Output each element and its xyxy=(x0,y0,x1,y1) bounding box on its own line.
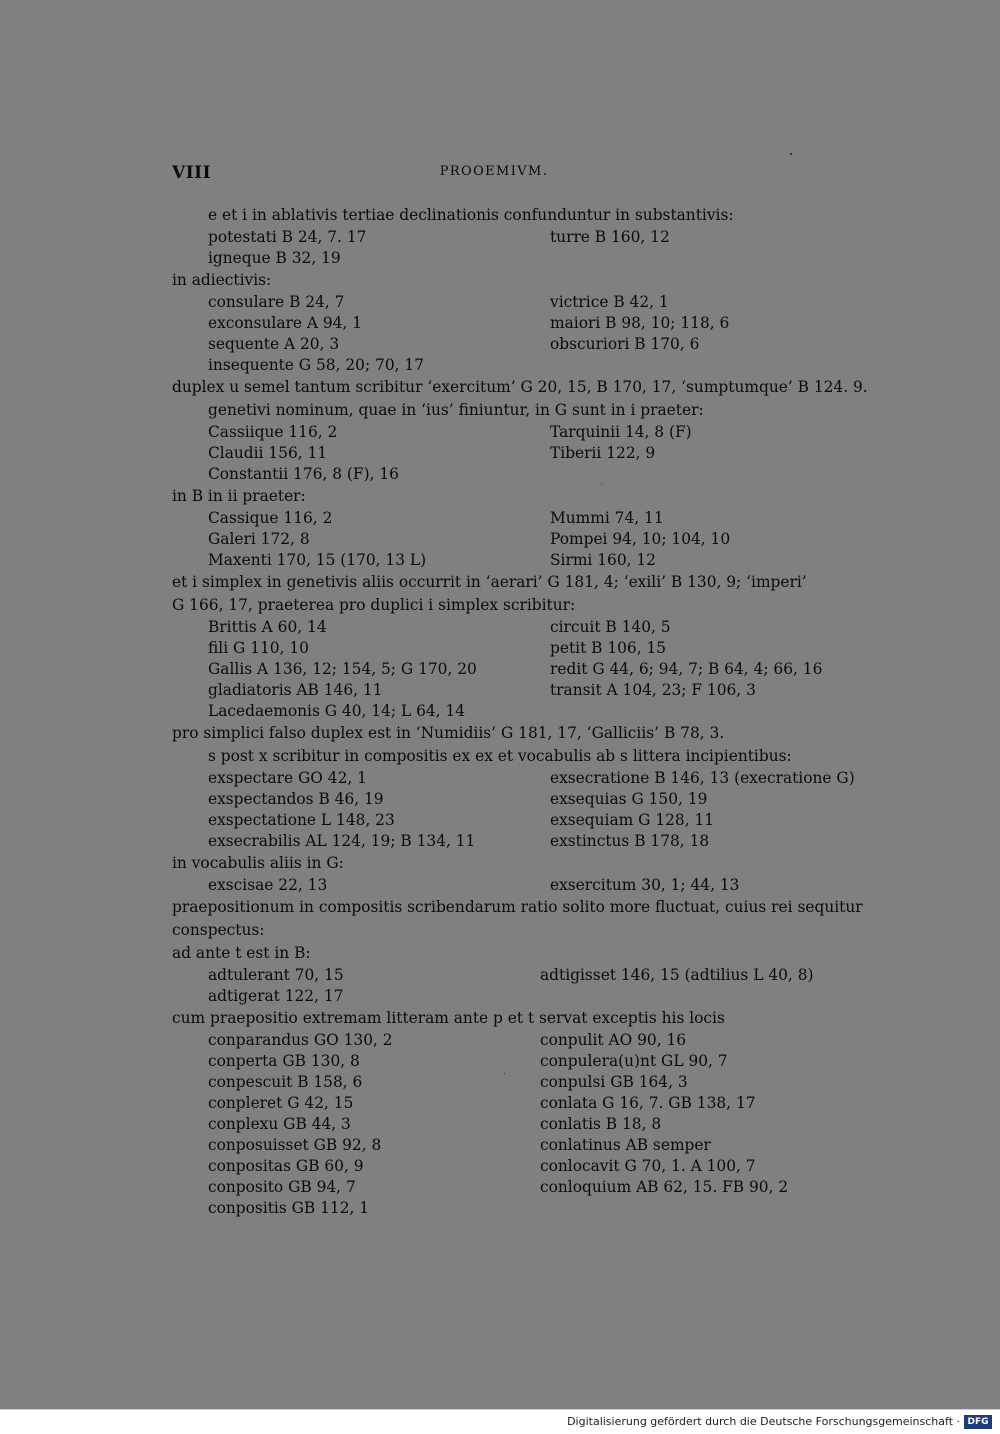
left-entry: insequente G 58, 20; 70, 17 xyxy=(208,356,424,374)
two-column-row xyxy=(172,659,832,680)
right-entry: exsequias G 150, 19 xyxy=(550,790,708,808)
right-entry: conlata G 16, 7. GB 138, 17 xyxy=(540,1094,756,1112)
right-entry: conlocavit G 70, 1. A 100, 7 xyxy=(540,1157,756,1175)
left-entry: conpescuit B 158, 6 xyxy=(208,1073,363,1091)
left-entry: gladiatoris AB 146, 11 xyxy=(208,681,383,699)
right-entry: conpulera(u)nt GL 90, 7 xyxy=(540,1052,728,1070)
right-entry: Mummi 74, 11 xyxy=(550,509,664,527)
text-line: ad ante t est in B: xyxy=(172,944,311,962)
two-column-row xyxy=(172,1198,832,1219)
left-entry: Maxenti 170, 15 (170, 13 L) xyxy=(208,551,427,569)
right-entry: victrice B 42, 1 xyxy=(550,293,669,311)
two-column-row xyxy=(172,965,832,986)
text-line: et i simplex in genetivis aliis occurrit in ‘aerari’ G 181, 4; ‘exili’ B 130, 9; ‘imperi’ xyxy=(172,573,807,591)
two-column-row xyxy=(172,355,832,376)
right-entry: conpulit AO 90, 16 xyxy=(540,1031,687,1049)
right-entry: conloquium AB 62, 15. FB 90, 2 xyxy=(540,1178,789,1196)
left-entry: exspectare GO 42, 1 xyxy=(208,769,367,787)
right-entry: petit B 106, 15 xyxy=(550,639,667,657)
left-entry: Cassique 116, 2 xyxy=(208,509,333,527)
right-entry: obscuriori B 170, 6 xyxy=(550,335,700,353)
two-column-row xyxy=(172,443,832,464)
two-column-row xyxy=(172,638,832,659)
left-entry: conpositas GB 60, 9 xyxy=(208,1157,364,1175)
text-line: duplex u semel tantum scribitur ‘exercitum’ G 20, 15, B 170, 17, ‘sumptumque’ B 124. 9. xyxy=(172,378,868,396)
scan-speck xyxy=(790,153,792,155)
left-entry: conpositis GB 112, 1 xyxy=(208,1199,370,1217)
two-column-row xyxy=(172,789,832,810)
indented-text-line: genetivi nominum, quae in ‘ius’ finiuntur, in G sunt in i praeter: xyxy=(208,401,704,419)
right-entry: conlatinus AB semper xyxy=(540,1136,711,1154)
right-entry: Sirmi 160, 12 xyxy=(550,551,656,569)
two-column-row xyxy=(172,1135,832,1156)
running-head xyxy=(0,164,1000,179)
left-entry: Brittis A 60, 14 xyxy=(208,618,327,636)
left-entry: Gallis A 136, 12; 154, 5; G 170, 20 xyxy=(208,660,477,678)
scan-speck xyxy=(601,483,602,484)
left-entry: sequente A 20, 3 xyxy=(208,335,340,353)
right-entry: exsecratione B 146, 13 (execratione G) xyxy=(550,769,855,787)
left-entry: conpleret G 42, 15 xyxy=(208,1094,354,1112)
left-entry: Cassiique 116, 2 xyxy=(208,423,338,441)
left-entry: adtulerant 70, 15 xyxy=(208,966,344,984)
page-body xyxy=(172,204,868,1219)
two-column-row xyxy=(172,1030,832,1051)
left-entry: conposito GB 94, 7 xyxy=(208,1178,356,1196)
funding-note: Digitalisierung gefördert durch die Deutsche Forschungsgemeinschaft · xyxy=(567,1415,960,1428)
dfg-logo: DFG xyxy=(964,1415,992,1429)
left-entry: igneque B 32, 19 xyxy=(208,249,341,267)
text-line: in vocabulis aliis in G: xyxy=(172,854,344,872)
two-column-row xyxy=(172,680,832,701)
left-entry: conposuisset GB 92, 8 xyxy=(208,1136,382,1154)
left-entry: Constantii 176, 8 (F), 16 xyxy=(208,465,399,483)
two-column-row xyxy=(172,464,832,485)
right-entry: maiori B 98, 10; 118, 6 xyxy=(550,314,730,332)
footer-bar xyxy=(0,1409,1000,1434)
two-column-row xyxy=(172,1156,832,1177)
left-entry: exscisae 22, 13 xyxy=(208,876,328,894)
left-entry: exsecrabilis AL 124, 19; B 134, 11 xyxy=(208,832,476,850)
two-column-row xyxy=(172,1072,832,1093)
right-entry: Tiberii 122, 9 xyxy=(550,444,656,462)
right-entry: transit A 104, 23; F 106, 3 xyxy=(550,681,756,699)
two-column-row xyxy=(172,292,832,313)
right-entry: conpulsi GB 164, 3 xyxy=(540,1073,688,1091)
left-entry: Claudii 156, 11 xyxy=(208,444,328,462)
text-line: G 166, 17, praeterea pro duplici i simplex scribitur: xyxy=(172,596,576,614)
indented-text-line: s post x scribitur in compositis ex ex et vocabulis ab s littera incipientibus: xyxy=(208,747,792,765)
two-column-row xyxy=(172,701,832,722)
two-column-row xyxy=(172,986,832,1007)
indented-text-line: e et i in ablativis tertiae declinationis confunduntur in substantivis: xyxy=(208,206,734,224)
left-entry: conplexu GB 44, 3 xyxy=(208,1115,351,1133)
left-entry: potestati B 24, 7. 17 xyxy=(208,228,367,246)
two-column-row xyxy=(172,529,832,550)
two-column-row xyxy=(172,227,832,248)
right-entry: Pompei 94, 10; 104, 10 xyxy=(550,530,731,548)
left-entry: exspectandos B 46, 19 xyxy=(208,790,384,808)
right-entry: exstinctus B 178, 18 xyxy=(550,832,710,850)
right-entry: conlatis B 18, 8 xyxy=(540,1115,662,1133)
running-head-text: PROOEMIVM. xyxy=(439,164,549,179)
left-entry: Galeri 172, 8 xyxy=(208,530,310,548)
text-line: in adiectivis: xyxy=(172,271,272,289)
two-column-row xyxy=(172,1051,832,1072)
left-entry: consulare B 24, 7 xyxy=(208,293,345,311)
right-entry: turre B 160, 12 xyxy=(550,228,670,246)
right-entry: redit G 44, 6; 94, 7; B 64, 4; 66, 16 xyxy=(550,660,823,678)
left-entry: exconsulare A 94, 1 xyxy=(208,314,363,332)
right-entry: Tarquinii 14, 8 (F) xyxy=(550,423,692,441)
left-entry: adtigerat 122, 17 xyxy=(208,987,344,1005)
two-column-row xyxy=(172,334,832,355)
two-column-row xyxy=(172,1114,832,1135)
two-column-row xyxy=(172,313,832,334)
right-entry: circuit B 140, 5 xyxy=(550,618,671,636)
left-entry: conperta GB 130, 8 xyxy=(208,1052,360,1070)
scan-speck xyxy=(504,1073,505,1074)
two-column-row xyxy=(172,831,832,852)
text-line: conspectus: xyxy=(172,921,265,939)
two-column-row xyxy=(172,810,832,831)
right-entry: adtigisset 146, 15 (adtilius L 40, 8) xyxy=(540,966,814,984)
text-line: pro simplici falso duplex est in ‘Numidiis’ G 181, 17, ‘Galliciis’ B 78, 3. xyxy=(172,724,725,742)
two-column-row xyxy=(172,617,832,638)
right-entry: exsercitum 30, 1; 44, 13 xyxy=(550,876,740,894)
text-line: praepositionum in compositis scribendarum ratio solito more fluctuat, cuius rei sequitur xyxy=(172,898,863,916)
text-line: cum praepositio extremam litteram ante p et t servat exceptis his locis xyxy=(172,1009,725,1027)
two-column-row xyxy=(172,550,832,571)
left-entry: fili G 110, 10 xyxy=(208,639,309,657)
page-number: VIII xyxy=(172,163,212,183)
text-line: in B in ii praeter: xyxy=(172,487,306,505)
two-column-row xyxy=(172,248,832,269)
two-column-row xyxy=(172,422,832,443)
right-entry: exsequiam G 128, 11 xyxy=(550,811,715,829)
left-entry: Lacedaemonis G 40, 14; L 64, 14 xyxy=(208,702,466,720)
two-column-row xyxy=(172,1093,832,1114)
two-column-row xyxy=(172,1177,832,1198)
left-entry: conparandus GO 130, 2 xyxy=(208,1031,393,1049)
two-column-row xyxy=(172,508,832,529)
two-column-row xyxy=(172,875,832,896)
left-entry: exspectatione L 148, 23 xyxy=(208,811,395,829)
two-column-row xyxy=(172,768,855,789)
